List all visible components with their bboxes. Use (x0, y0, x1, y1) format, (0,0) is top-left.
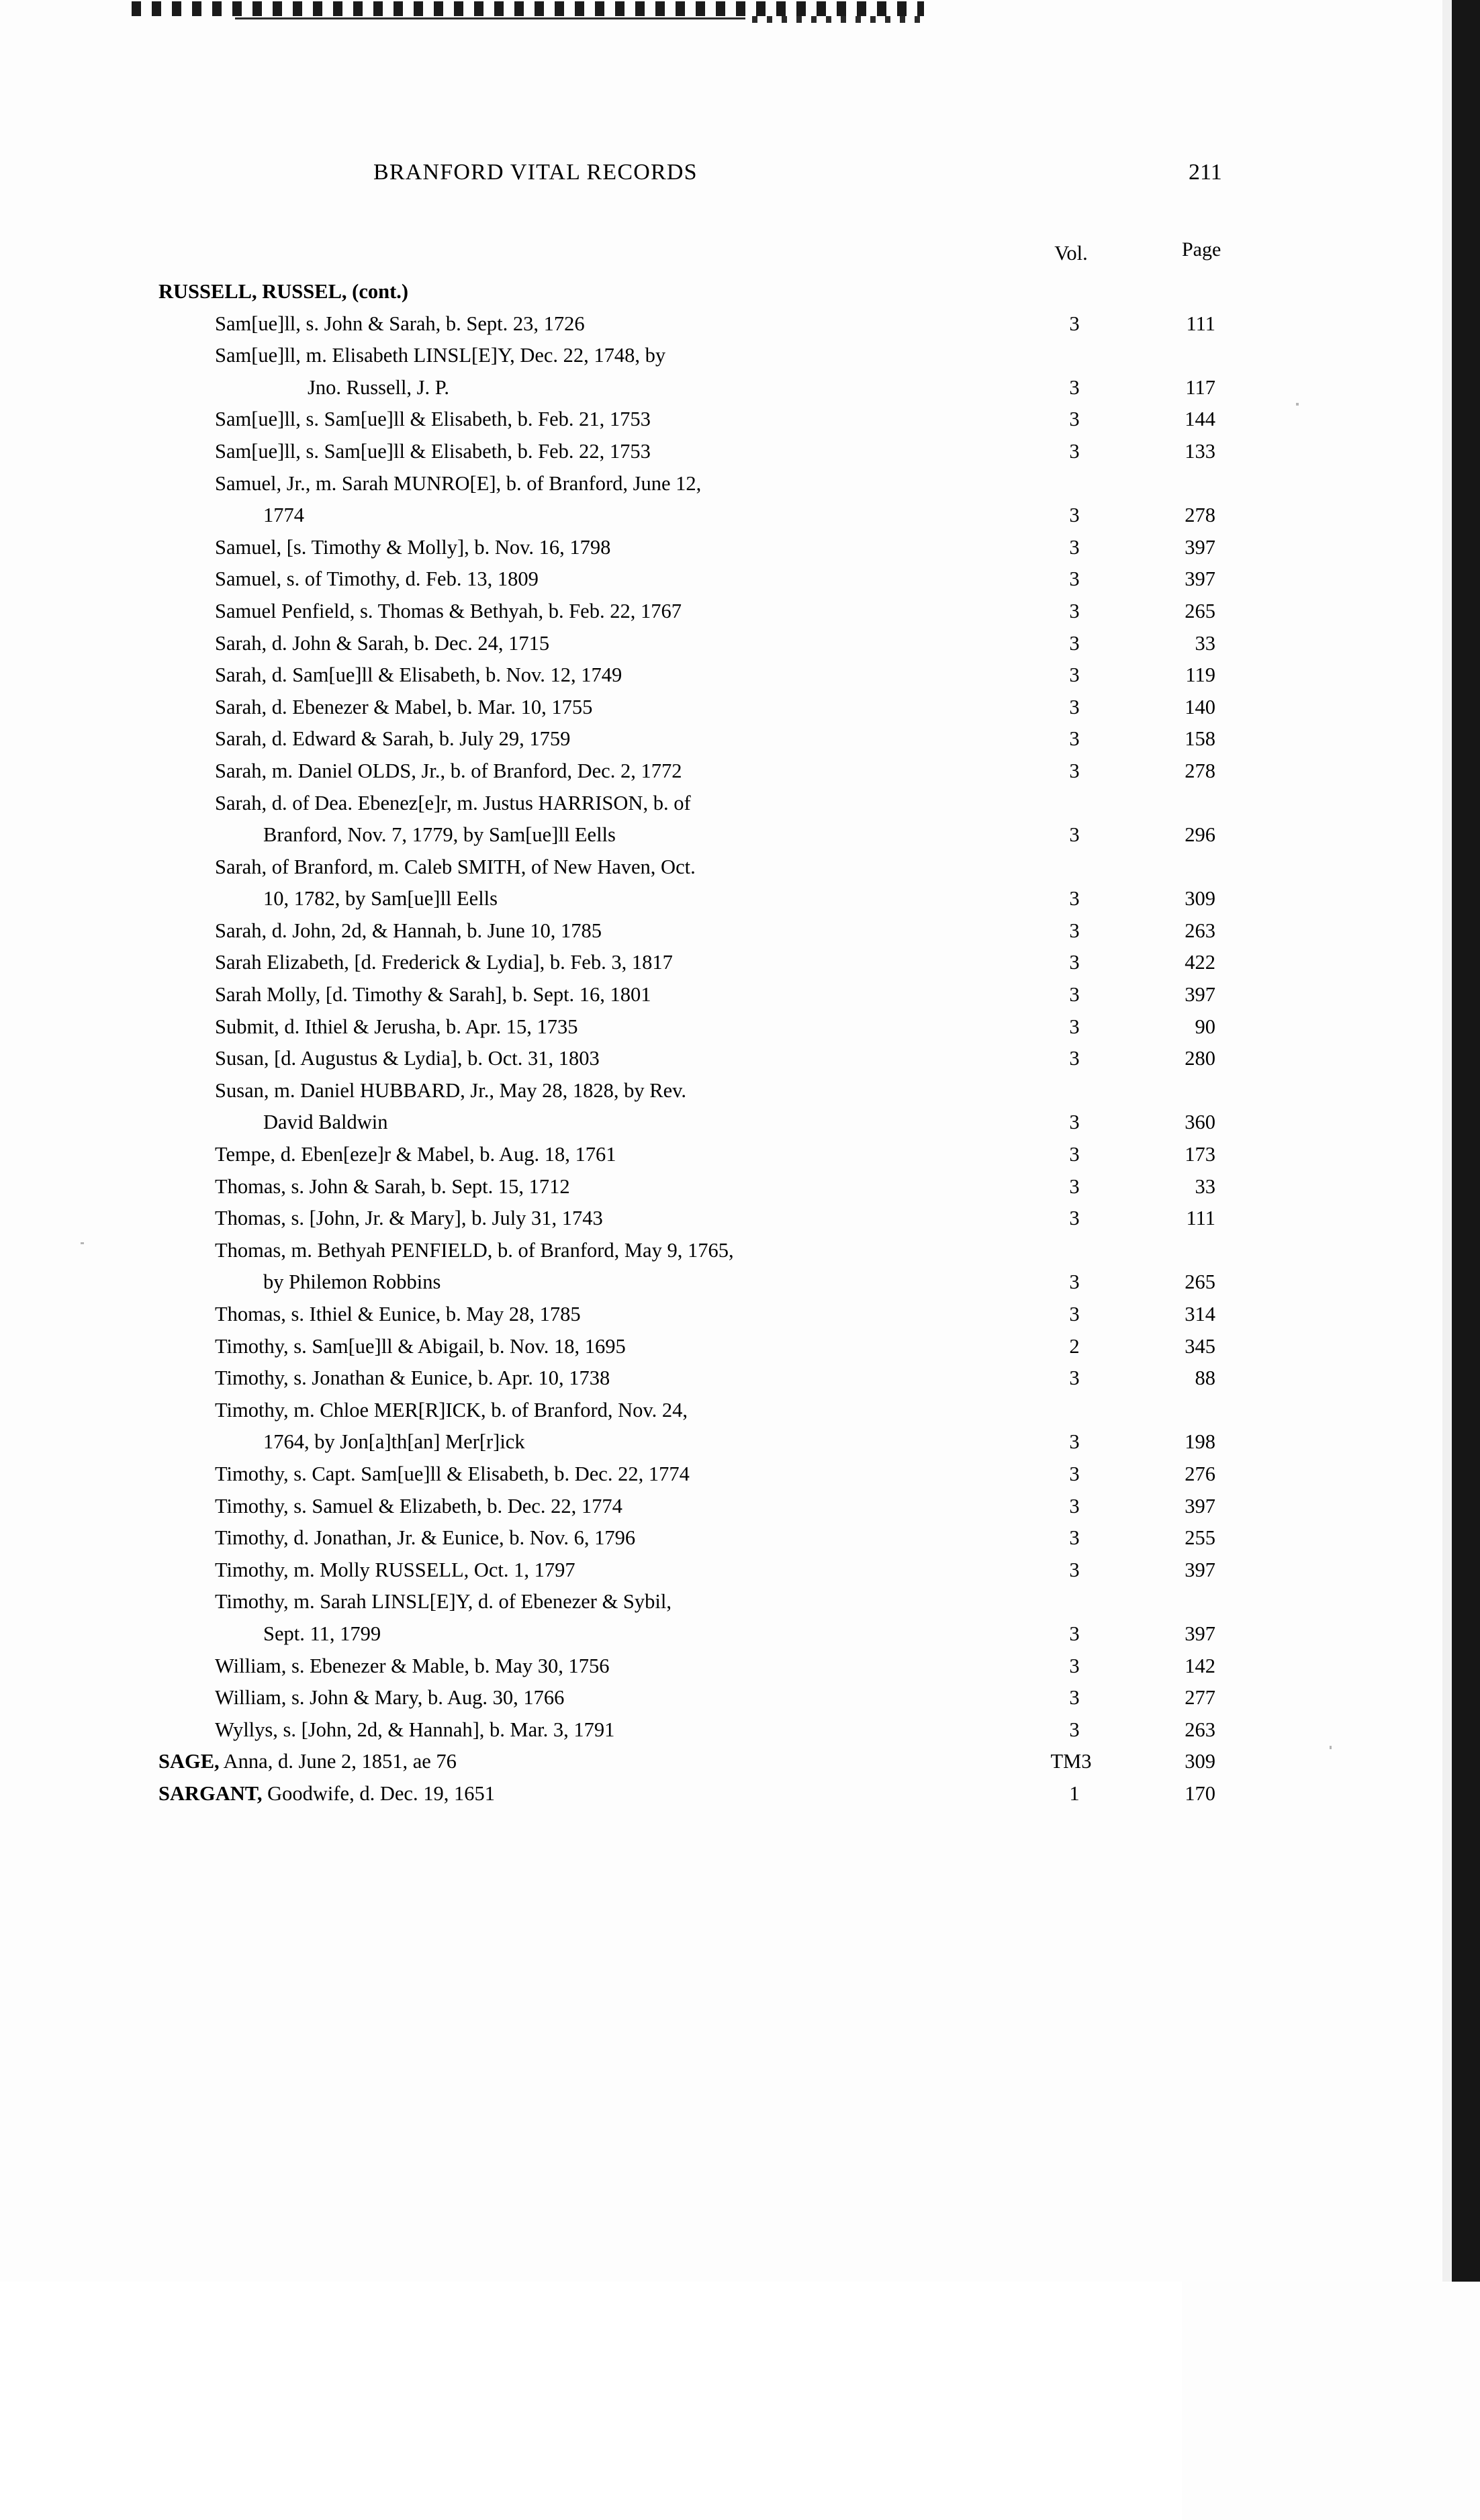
record-volume: 3 (1069, 1111, 1080, 1134)
record-page: 309 (1185, 1750, 1215, 1773)
record-volume: 3 (1069, 1270, 1080, 1294)
record-text: Susan, m. Daniel HUBBARD, Jr., May 28, 1828, by Rev. (215, 1078, 687, 1102)
record-row (0, 1139, 1262, 1172)
record-row (0, 340, 1262, 373)
record-text: Timothy, s. Sam[ue]ll & Abigail, b. Nov. 18, 1695 (215, 1334, 626, 1358)
record-row (0, 628, 1262, 661)
record-row (0, 692, 1262, 725)
record-text: RUSSELL, RUSSEL, (cont.) (158, 280, 409, 303)
page-number: 211 (1189, 160, 1222, 185)
record-page: 296 (1185, 823, 1215, 847)
record-row (0, 1172, 1262, 1204)
record-volume: 3 (1069, 887, 1080, 911)
record-volume: 3 (1069, 1654, 1080, 1677)
record-volume: 3 (1069, 1686, 1080, 1710)
record-row (0, 1587, 1262, 1619)
record-page: 265 (1185, 599, 1215, 622)
record-volume: 2 (1069, 1334, 1080, 1358)
record-row (0, 852, 1262, 884)
record-text: Timothy, m. Sarah LINSL[E]Y, d. of Ebenezer & Sybil, (215, 1590, 672, 1614)
record-volume: 3 (1069, 1143, 1080, 1166)
record-page: 133 (1185, 439, 1215, 463)
record-row (0, 1267, 1262, 1299)
record-page: 276 (1185, 1462, 1215, 1485)
record-volume: 3 (1069, 951, 1080, 974)
record-volume: 3 (1069, 1015, 1080, 1038)
record-page: 397 (1185, 1494, 1215, 1518)
scan-speck (81, 1242, 84, 1244)
record-page: 397 (1185, 983, 1215, 1007)
record-text: by Philemon Robbins (263, 1270, 441, 1294)
record-text: Sarah, d. of Dea. Ebenez[e]r, m. Justus HARRISON, b. of (215, 791, 691, 814)
record-page: 119 (1185, 663, 1215, 687)
record-row (0, 1332, 1262, 1364)
scan-speck (1330, 1746, 1332, 1749)
record-volume: 3 (1069, 1047, 1080, 1070)
record-volume: 3 (1069, 599, 1080, 622)
record-text: Submit, d. Ithiel & Jerusha, b. Apr. 15, 1735 (215, 1015, 578, 1038)
record-text: Timothy, m. Molly RUSSELL, Oct. 1, 1797 (215, 1558, 575, 1581)
record-row (0, 1715, 1262, 1747)
record-page: 198 (1185, 1430, 1215, 1454)
record-page: 144 (1185, 408, 1215, 431)
record-volume: 3 (1069, 919, 1080, 942)
record-text: Sam[ue]ll, s. John & Sarah, b. Sept. 23, 1726 (215, 312, 585, 335)
record-text: Sarah, d. Sam[ue]ll & Elisabeth, b. Nov. 12, 1749 (215, 663, 622, 687)
record-page: 33 (1195, 1174, 1215, 1198)
record-text: Samuel, Jr., m. Sarah MUNRO[E], b. of Branford, June 12, (215, 471, 702, 495)
record-volume: 3 (1069, 1207, 1080, 1230)
record-page: 278 (1185, 759, 1215, 782)
record-page: 397 (1185, 535, 1215, 559)
record-page: 397 (1185, 567, 1215, 591)
record-page: 397 (1185, 1558, 1215, 1581)
record-text: SAGE, Anna, d. June 2, 1851, ae 76 (158, 1750, 457, 1773)
record-page: 117 (1185, 375, 1215, 399)
record-volume: 3 (1069, 1526, 1080, 1550)
record-page: 111 (1186, 312, 1215, 335)
record-text: Sept. 11, 1799 (263, 1622, 381, 1645)
record-text: Sarah, of Branford, m. Caleb SMITH, of New Haven, Oct. (215, 855, 696, 878)
record-text: Thomas, s. John & Sarah, b. Sept. 15, 1712 (215, 1174, 570, 1198)
record-text: Thomas, s. [John, Jr. & Mary], b. July 31, 1743 (215, 1207, 603, 1230)
record-text: Samuel, [s. Timothy & Molly], b. Nov. 16, 1798 (215, 535, 611, 559)
record-volume: 3 (1069, 504, 1080, 527)
record-text: Jno. Russell, J. P. (308, 375, 450, 399)
record-volume: 3 (1069, 1430, 1080, 1454)
record-volume: 3 (1069, 823, 1080, 847)
record-text: Timothy, m. Chloe MER[R]ICK, b. of Branford, Nov. 24, (215, 1398, 688, 1421)
record-text: Samuel, s. of Timothy, d. Feb. 13, 1809 (215, 567, 539, 591)
record-page: 255 (1185, 1526, 1215, 1550)
record-text: Sarah Elizabeth, [d. Frederick & Lydia], b. Feb. 3, 1817 (215, 951, 673, 974)
record-row (0, 1363, 1262, 1395)
record-volume: 3 (1069, 567, 1080, 591)
record-page: 140 (1185, 695, 1215, 718)
record-volume: 1 (1069, 1781, 1080, 1805)
record-text: Timothy, s. Capt. Sam[ue]ll & Elisabeth, b. Dec. 22, 1774 (215, 1462, 690, 1485)
records-list (0, 277, 1262, 1811)
record-page: 277 (1185, 1686, 1215, 1710)
record-volume: 3 (1069, 983, 1080, 1007)
record-row (0, 884, 1262, 916)
record-row (0, 1746, 1262, 1779)
record-text: Sarah, d. Edward & Sarah, b. July 29, 1759 (215, 727, 571, 751)
record-page: 111 (1186, 1207, 1215, 1230)
record-page: 88 (1195, 1366, 1215, 1390)
record-text: David Baldwin (263, 1111, 388, 1134)
column-header-page: Page (1182, 238, 1480, 2520)
record-page: 345 (1185, 1334, 1215, 1358)
record-row (0, 724, 1262, 756)
record-text: Thomas, s. Ithiel & Eunice, b. May 28, 1785 (215, 1303, 581, 1325)
record-volume: 3 (1069, 1303, 1080, 1325)
record-text: Timothy, s. Samuel & Elizabeth, b. Dec. 22, 1774 (215, 1494, 622, 1518)
record-row (0, 1395, 1262, 1428)
record-text: Tempe, d. Eben[eze]r & Mabel, b. Aug. 18, 1761 (215, 1143, 616, 1166)
record-text: Branford, Nov. 7, 1779, by Sam[ue]ll Eells (263, 823, 616, 847)
record-row (0, 404, 1262, 436)
record-row (0, 532, 1262, 565)
record-text: 1774 (263, 504, 304, 527)
record-row (0, 788, 1262, 821)
record-row (0, 500, 1262, 532)
record-row (0, 277, 1262, 309)
record-page: 422 (1185, 951, 1215, 974)
record-row (0, 1651, 1262, 1683)
record-text: Samuel Penfield, s. Thomas & Bethyah, b. Feb. 22, 1767 (215, 599, 682, 622)
record-row (0, 1299, 1262, 1332)
record-row (0, 1459, 1262, 1491)
record-text: Sam[ue]ll, s. Sam[ue]ll & Elisabeth, b. Feb. 21, 1753 (215, 408, 651, 431)
record-page: 142 (1185, 1654, 1215, 1677)
record-row (0, 1619, 1262, 1651)
record-row (0, 916, 1262, 948)
record-row (0, 660, 1262, 692)
scan-edge-gutter (1442, 0, 1452, 2282)
record-row (0, 1491, 1262, 1524)
record-row (0, 1523, 1262, 1555)
record-row (0, 1076, 1262, 1108)
record-volume: 3 (1069, 408, 1080, 431)
record-page: 170 (1185, 1781, 1215, 1805)
record-text: Sarah, d. John, 2d, & Hannah, b. June 10, 1785 (215, 919, 602, 942)
record-page: 173 (1185, 1143, 1215, 1166)
record-text: Sam[ue]ll, m. Elisabeth LINSL[E]Y, Dec. 22, 1748, by (215, 344, 666, 367)
record-volume: 3 (1069, 759, 1080, 782)
record-volume: 3 (1069, 631, 1080, 655)
record-text: Timothy, s. Jonathan & Eunice, b. Apr. 10, 1738 (215, 1366, 610, 1390)
record-row (0, 980, 1262, 1012)
record-page: 263 (1185, 1718, 1215, 1741)
page-title: BRANFORD VITAL RECORDS (373, 160, 698, 185)
record-volume: 3 (1069, 727, 1080, 751)
record-row (0, 1203, 1262, 1235)
record-row (0, 309, 1262, 341)
record-volume: TM3 (1050, 1750, 1092, 1773)
record-page: 265 (1185, 1270, 1215, 1294)
record-volume: 3 (1069, 1494, 1080, 1518)
record-volume: 3 (1069, 439, 1080, 463)
record-volume: 3 (1069, 663, 1080, 687)
record-row (0, 820, 1262, 852)
record-volume: 3 (1069, 1558, 1080, 1581)
record-volume: 3 (1069, 695, 1080, 718)
record-text: Timothy, d. Jonathan, Jr. & Eunice, b. Nov. 6, 1796 (215, 1526, 636, 1550)
record-page: 280 (1185, 1047, 1215, 1070)
record-page: 90 (1195, 1015, 1215, 1038)
record-text: Sarah, m. Daniel OLDS, Jr., b. of Branford, Dec. 2, 1772 (215, 759, 682, 782)
record-text: Sarah Molly, [d. Timothy & Sarah], b. Sept. 16, 1801 (215, 983, 651, 1007)
scan-edge-dark-border (1452, 0, 1480, 2282)
record-row (0, 373, 1262, 405)
record-row (0, 1779, 1262, 1811)
record-page: 33 (1195, 631, 1215, 655)
record-row (0, 1235, 1262, 1268)
record-text: 10, 1782, by Sam[ue]ll Eells (263, 887, 498, 911)
record-row (0, 596, 1262, 628)
record-page: 158 (1185, 727, 1215, 751)
record-row (0, 1427, 1262, 1459)
record-text: William, s. John & Mary, b. Aug. 30, 1766 (215, 1686, 565, 1710)
record-row (0, 1683, 1262, 1715)
record-row (0, 1012, 1262, 1044)
record-page: 314 (1185, 1303, 1215, 1325)
record-volume: 3 (1069, 1718, 1080, 1741)
record-text: Thomas, m. Bethyah PENFIELD, b. of Branford, May 9, 1765, (215, 1238, 734, 1262)
record-row (0, 1555, 1262, 1587)
record-page: 309 (1185, 887, 1215, 911)
record-volume: 3 (1069, 1366, 1080, 1390)
record-row (0, 469, 1262, 501)
record-text: Susan, [d. Augustus & Lydia], b. Oct. 31, 1803 (215, 1047, 600, 1070)
record-row (0, 1107, 1262, 1139)
record-volume: 3 (1069, 1462, 1080, 1485)
record-page: 360 (1185, 1111, 1215, 1134)
record-page: 263 (1185, 919, 1215, 942)
scan-speck (1296, 403, 1299, 406)
record-page: 397 (1185, 1622, 1215, 1645)
record-page: 278 (1185, 504, 1215, 527)
column-header-vol: Vol. (1054, 242, 1088, 265)
record-volume: 3 (1069, 1622, 1080, 1645)
record-text: William, s. Ebenezer & Mable, b. May 30, 1756 (215, 1654, 610, 1677)
record-row (0, 756, 1262, 788)
record-volume: 3 (1069, 535, 1080, 559)
record-text: Sam[ue]ll, s. Sam[ue]ll & Elisabeth, b. Feb. 22, 1753 (215, 439, 651, 463)
record-text: 1764, by Jon[a]th[an] Mer[r]ick (263, 1430, 525, 1454)
record-row (0, 564, 1262, 596)
record-volume: 3 (1069, 375, 1080, 399)
record-text: SARGANT, Goodwife, d. Dec. 19, 1651 (158, 1781, 495, 1805)
record-row (0, 436, 1262, 469)
record-text: Sarah, d. John & Sarah, b. Dec. 24, 1715 (215, 631, 550, 655)
record-volume: 3 (1069, 1174, 1080, 1198)
record-text: Sarah, d. Ebenezer & Mabel, b. Mar. 10, 1755 (215, 695, 593, 718)
record-row (0, 1043, 1262, 1076)
record-volume: 3 (1069, 312, 1080, 335)
record-row (0, 947, 1262, 980)
record-text: Wyllys, s. [John, 2d, & Hannah], b. Mar. 3, 1791 (215, 1718, 615, 1741)
